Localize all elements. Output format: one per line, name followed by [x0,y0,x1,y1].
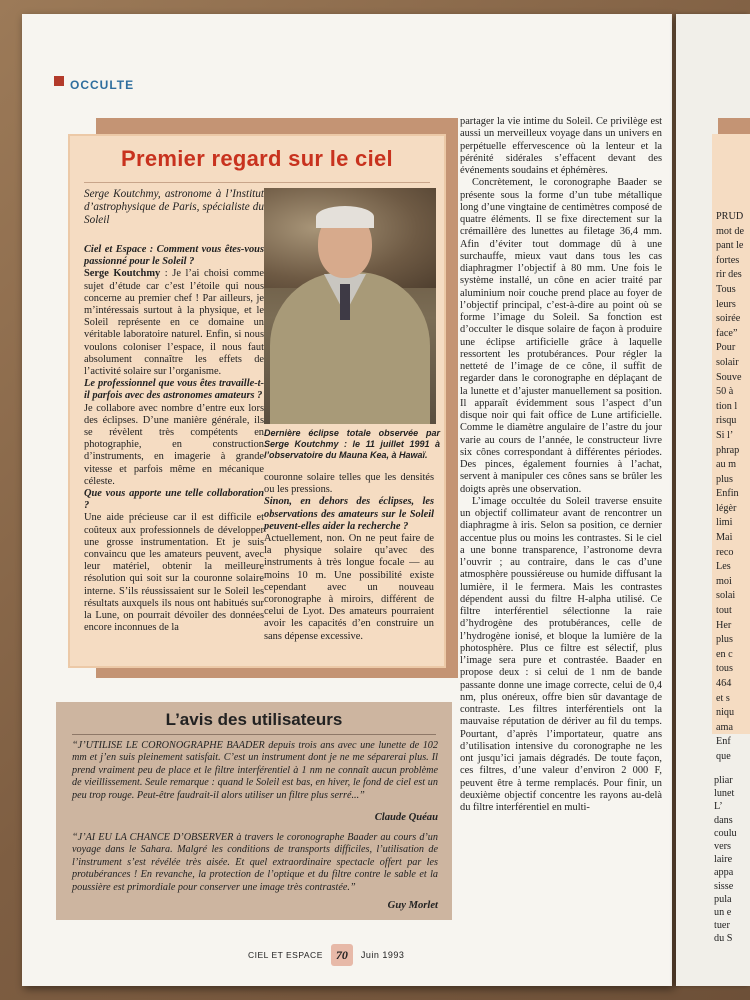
adjacent-page-line: leurs [716,298,736,310]
adjacent-page-line: Enfin [716,488,739,500]
adjacent-page-line: Pour [716,342,736,354]
adjacent-page-line: du S [714,933,733,945]
adjacent-page-line: soirée [716,313,741,325]
review-quote: “J’UTILISE LE CORONOGRAPHE BAADER depuis trois ans avec une lunette de 102 mm et j’en suis pleinement satisfait. C’est un instrument dont je ne me séparerai plus. Il prend vraiment peu de place et le filtre interférentiel à 1 nm ne connaît aucun problème de vieillissement. Seule remarque : quand le Soleil est bas, en hiver, le fond de ciel est un peu trop rouge. Peut-être faudrait-il alors utiliser un filtre plus serré...” [72,740,438,801]
adjacent-page-line: lunet [714,788,735,800]
adjacent-page-line: appa [714,867,734,879]
adjacent-page-line: dans [714,814,733,826]
question-4: Sinon, en dehors des éclipses, les observations des amateurs sur le Soleil peuvent-elles aider la recherche ? [264,496,434,532]
adjacent-page-line: que [716,750,731,762]
adjacent-page-line: limi [716,517,733,529]
adjacent-page-line: Enf [716,736,731,748]
adjacent-page-line: tuer [714,920,730,932]
section-label-text: OCCULTE [70,78,135,92]
adjacent-page-line: tout [716,605,732,617]
page-footer [248,944,404,966]
paragraph: partager la vie intime du Soleil. Ce privilège est aussi un merveilleux voyage dans un univers en perpétuelle effervescence où la lenteur et la pérénité sidérales s’effacent devant des événements soudains et éphémères. [460,116,662,176]
page-number: 70 [331,944,353,966]
answer-3: Une aide précieuse car il est difficile et coûteux aux professionnels de développer une grosse instrumentation. Et je suis convaincu que les amateurs peuvent, avec leur matériel, obtenir la meilleure résolution qui soit sur la couronne solaire interne. S’ils réussissaient sur le Soleil les résultats auxquels ils nous ont habitués sur la Lune, on pourrait dévoiler des données encore inconnues de la [84,512,264,634]
adjacent-page-line: 464 [716,678,732,689]
footer-date: Juin 1993 [360,950,405,960]
adjacent-page-line: mot de [716,225,745,237]
adjacent-page-text-top [716,210,750,765]
adjacent-page-line: coulu [714,827,737,839]
adjacent-page-text-bottom [714,774,750,946]
adjacent-page-line: face” [716,327,738,339]
adjacent-page-line: pula [714,893,732,905]
adjacent-page-band [718,118,750,134]
adjacent-page-line: Tous [716,283,736,295]
interview-box [68,134,446,668]
adjacent-page-line: pliar [714,775,733,786]
adjacent-page-line: ama [716,721,733,733]
interview-left-column [84,244,264,635]
adjacent-page-line: tion l [716,400,738,412]
adjacent-page-line: reco [716,546,734,558]
adjacent-page-line: 50 à [716,386,734,398]
portrait-photo [264,188,436,424]
adjacent-page [676,14,750,986]
adjacent-page-line: légèr [716,502,737,514]
adjacent-page-line: pant le [716,240,744,252]
photo-tie [340,284,350,320]
paragraph: L’image occultée du Soleil traverse ensuite un objectif collimateur avant de rencontrer un diaphragme à iris. Selon sa position, ce dernier accentue plus ou moins les contrastes. Si le ciel a une bonne transparence, l’astronome devra l’ouvrir ; au contraire, dans le cas d’une atmosphère poussiéreuse ou humide diffusant la lumière, il le fermera. Mais les contrastes dépendent aussi du filtre H-alpha utilisé. Ce filtre interférentiel sélectionne la raie d’hydrogène des protubérances, celle de l’hydrogène ionisé, et bloque la lumière de la photosphère. Plus ce filtre est sélectif, plus l’image sera pure et contrastée. Baader en propose deux : si celui de 1 nm de bande passante donne une image correcte, celui de 0,4 nm, plus onéreux, offre bien sûr davantage de contraste. Les filtres interférentiels ont la mauvaise réputation de dériver au fil du temps. Pourtant, d’après l’importateur, quatre ans d’utilisation intensive du coronographe ne les ont jusqu’ici jamais dégradés. De toute façon, ces filtres, d’une valeur d’environ 2 000 F, peuvent être à terme remplacés. Pour finir, un deuxième objectif concentre les rayons au-delà du filtre interférentiel en multi- [460,495,662,813]
adjacent-page-line: plus [716,634,733,646]
question-2: Le professionnel que vous êtes travaille-t-il parfois avec des astronomes amateurs ? [84,378,264,402]
adjacent-page-line: fortes [716,254,740,266]
title-divider [84,182,430,183]
photo-hair [316,206,374,228]
footer-magazine-name: CIEL ET ESPACE [248,950,323,960]
answer-3-continued: couronne solaire telles que les densités ou les pressions. [264,472,434,496]
interview-title: Premier regard sur le ciel [121,146,393,171]
adjacent-page-line: en c [716,648,733,660]
review-author: Guy Morlet [387,900,438,911]
adjacent-page-line: phrap [716,444,740,456]
adjacent-page-line: Si l’ [716,429,734,441]
adjacent-page-line: Her [716,619,732,631]
adjacent-page-line: Mai [716,532,733,544]
section-label [54,78,134,92]
adjacent-page-line: L’ [714,801,723,813]
adjacent-page-line: vers [714,841,731,853]
adjacent-page-line: Les [716,561,731,573]
adjacent-page-line: moi [716,575,732,587]
review-quote: “J’AI EU LA CHANCE D’OBSERVER à travers le coronographe Baader au cours d’un voyage dans le Sahara. Malgré les conditions de transports difficiles, l’utilisation de l’instrument s’est révélée très aisée. Et quel extraordinaire spectacle offert par les protubérances ! En revanche, la protection de l’optique et du filtre contre le sable et la poussière est primordiale pour conserver une image très contrastée.” [72,832,438,893]
user-reviews-box [56,702,452,920]
answer-4: Actuellement, non. On ne peut faire de la physique solaire qu’avec des instruments à très longue focale — au moins 10 m. Une possibilité existe cependant avec un nouveau coronographe à miroirs, différent de celui de Lyot. Des amateurs pourraient avoir les capacités d’en construire un sans dépense excessive. [264,533,434,642]
adjacent-page-line: rir des [716,269,742,281]
adjacent-page-line: risqu [716,415,737,427]
answer-2: Je collabore avec nombre d’entre eux lors des éclipses. D’une manière générale, ils se révèlent très compétents en photographie, en construction d’instruments, en imagerie à grande vitesse et parfois même en mécanique céleste. [84,402,264,487]
adjacent-page-line: laire [714,854,733,866]
adjacent-page-line: un e [714,907,732,919]
adjacent-page-line: tous [716,663,733,675]
section-marker-square [54,76,64,86]
reviews-title: L’avis des utilisateurs [165,710,343,729]
answer-1-text: : Je l’ai choisi comme sujet d’étude car c’est l’étoile qui nous concerne au premier chef ! Par ailleurs, je m’intéressais surtout à la physique, et le Soleil représente en ce domaine un véritable laboratoire naturel. Enfin, si nous voulons coloniser l’espace, il nous faut absolument connaître les effets de l’activité solaire sur l’organisme. [84,268,265,378]
adjacent-page-line: Souve [716,371,742,383]
main-text-column [460,116,662,814]
adjacent-page-line: niqu [716,707,735,719]
reviews-divider [72,734,436,735]
question-1: Ciel et Espace : Comment vous êtes-vous passionné pour le Soleil ? [84,244,264,268]
review-author: Claude Quéau [374,812,438,823]
magazine-page [22,14,672,986]
adjacent-page-line: plus [716,473,733,485]
answer-1-speaker: Serge Koutchmy [84,268,161,280]
photo-caption: Dernière éclipse totale observée par Serge Koutchmy : le 11 juillet 1991 à l’observatoire du Mauna Kea, à Hawaï. [264,428,440,460]
adjacent-page-line: et s [716,692,730,704]
question-3: Que vous apporte une telle collaboration ? [84,488,264,512]
adjacent-page-line: au m [716,459,737,471]
adjacent-page-line: solai [716,590,736,602]
interview-intro: Serge Koutchmy, astronome à l’Institut d’astrophysique de Paris, spécialiste du Soleil [84,188,264,226]
adjacent-page-line: PRUD [716,211,744,222]
interview-right-column [264,472,434,643]
paragraph: Concrètement, le coronographe Baader se présente sous la forme d’un tube métallique long d’une vingtaine de centimètres composé de quatre éléments. Il se fixe directement sur la crémaillère des lunettes au filetage 36,4 mm. Afin d’éviter tout dommage dû à une surchauffe, mieux vaut dans tous les cas diaphragmer l’objectif à 80 mm. Une fois le système installé, un cône en acier traité par aluminium noir couche prend place au foyer de l’objectif principal, c’est-à-dire au point où se forme l’image du Soleil. Sa fonction est d’occulter le disque solaire de façon à produire une éclipse artificielle grâce à laquelle ressortent les protubérances. Pour régler la netteté de l’image de ce cône, il suffit de regarder dans le coronographe en déplaçant de la lunette et d’ajuster manuellement sa position. Il apparaît évidemment sous l’aspect d’un disque noir qui fait office de Lune artificielle. Comme le diamètre angulaire de l’astre du jour varie au cours de l’année, le constructeur livre six cônes correspondant à différentes périodes. Des pinces, également fournies à l’achat, servent à manipuler ces cônes sans se brûler les doigts après une observation. [460,177,662,495]
adjacent-page-line: sisse [714,880,734,892]
adjacent-page-line: solair [716,356,739,368]
answer-1 [84,268,264,378]
